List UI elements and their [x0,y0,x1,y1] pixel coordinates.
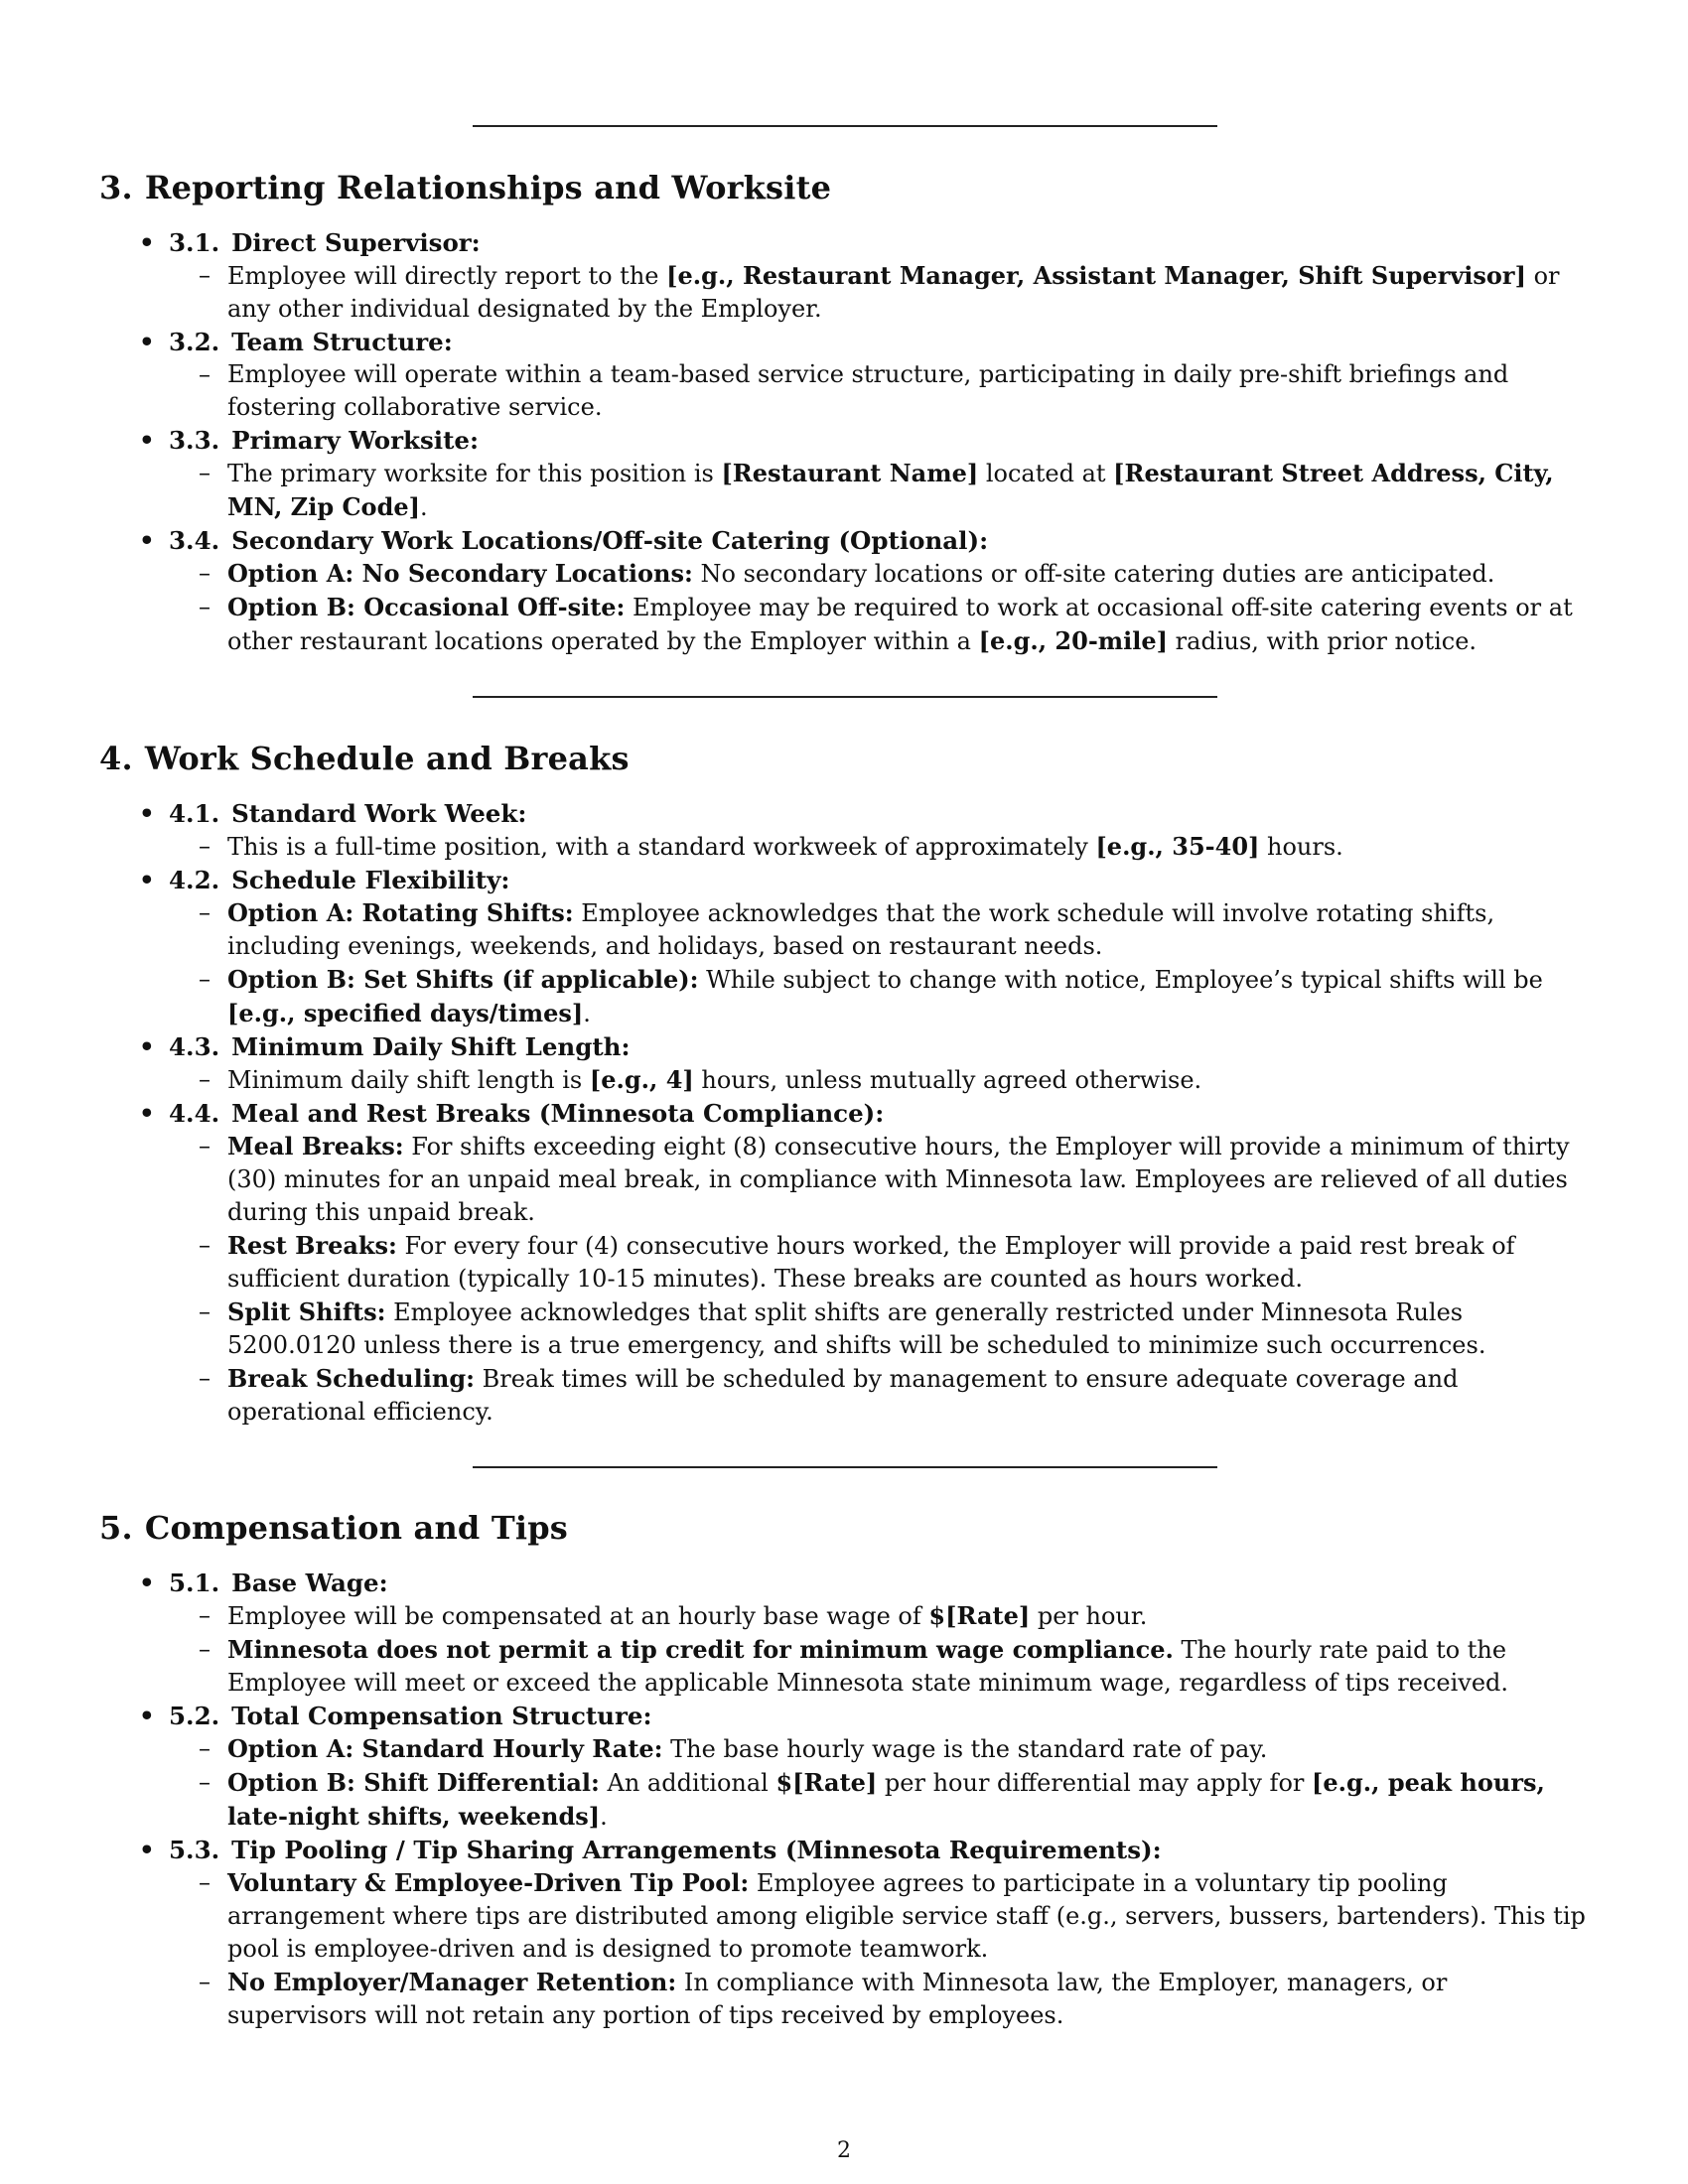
sub-item [99,457,1589,524]
sub-item-text [227,1296,1589,1362]
item-label: Standard Work Week: [231,799,527,828]
text-run: No secondary locations or off-site catering duties are anticipated. [692,560,1495,588]
text-run: . [600,1803,608,1831]
text-run: Minimum daily shift length is [227,1066,590,1094]
text-run: The base hourly wage is the standard rate of pay. [662,1735,1268,1763]
bold-text: [e.g., specified days/times] [227,999,584,1027]
item-label: Secondary Work Locations/Off-site Catering (Optional): [231,526,989,555]
dash-icon: – [199,832,211,860]
section-heading-3 [99,169,831,206]
dash-icon: – [199,1231,211,1259]
list-item [99,1567,1589,1700]
dash-icon: – [199,1297,211,1325]
sub-item-text [227,591,1589,658]
bold-text: [e.g., 20-mile] [978,626,1169,655]
bold-text: $[Rate] [775,1768,878,1797]
bold-text: [e.g., 35-40] [1095,832,1260,861]
dash-icon: – [199,1601,211,1629]
dash-icon: – [199,965,211,993]
list-item [99,797,1589,864]
dash-icon: – [199,1768,211,1796]
bullet-icon: • [139,1569,155,1597]
sub-item-text [227,963,1589,1030]
sub-item-text [227,557,1589,591]
item-heading [99,524,1589,557]
sub-item [99,830,1589,864]
sub-item [99,358,1589,424]
section-heading-5 [99,1509,568,1547]
item-number: 4.1. [169,799,220,828]
dash-icon: – [199,459,211,486]
horizontal-rule [473,696,1217,698]
section-number: 4. [99,740,133,777]
sub-item [99,1296,1589,1362]
dash-icon: – [199,1065,211,1093]
list-item [99,1097,1589,1429]
text-run: For every four (4) consecutive hours worked, the Employer will provide a paid rest break of sufficient duration (typically 10-15 minutes). These breaks are counted as hours worked. [227,1232,1515,1293]
dash-icon: – [199,1968,211,1995]
text-run: hours. [1259,833,1343,861]
horizontal-rule [473,1466,1217,1468]
sub-item-text [227,1599,1589,1633]
item-heading [99,326,1589,358]
bullet-icon: • [139,1099,155,1128]
sub-item-text [227,1966,1589,2032]
section-title: Compensation and Tips [144,1509,568,1547]
list-item [99,226,1589,326]
sub-item [99,1732,1589,1766]
bold-text: Option A: No Secondary Locations: [227,559,693,588]
text-run: located at [978,460,1114,487]
text-run: radius, with prior notice. [1168,627,1477,655]
item-heading [99,1097,1589,1130]
text-run: Employee acknowledges that split shifts are generally restricted under Minnesota Rules 5200.0120 unless there is a true emergency, and shifts will be scheduled to minimize such occurrences. [227,1298,1486,1359]
sub-item-text [227,1130,1589,1229]
text-run: or any other individual designated by the Employer. [227,262,1560,323]
item-number: 5.2. [169,1702,220,1730]
item-number: 4.3. [169,1032,220,1061]
text-run: . [583,1000,591,1027]
bold-text: No Employer/Manager Retention: [227,1968,677,1996]
bold-text: Break Scheduling: [227,1364,475,1393]
text-run: Employee will operate within a team-based service structure, participating in daily pre-shift briefings and fostering collaborative service. [227,360,1509,421]
list-item [99,524,1589,658]
item-number: 5.1. [169,1569,220,1597]
item-heading [99,864,1589,896]
sub-item [99,259,1589,326]
section-title: Work Schedule and Breaks [144,740,630,777]
bullet-icon: • [139,799,155,828]
bullet-icon: • [139,328,155,356]
item-heading [99,1567,1589,1599]
sub-item-text [227,1732,1589,1766]
bold-text: [e.g., 4] [589,1065,694,1094]
item-label: Minimum Daily Shift Length: [231,1032,631,1061]
sub-item-text [227,1766,1589,1834]
item-heading [99,424,1589,457]
text-run: In compliance with Minnesota law, the Employer, managers, or supervisors will not retain any portion of tips received by employees. [227,1969,1448,2029]
horizontal-rule [473,125,1217,127]
section-heading-4 [99,740,630,777]
text-run: While subject to change with notice, Employee’s typical shifts will be [698,966,1543,994]
bold-text: Meal Breaks: [227,1132,404,1160]
section-title: Reporting Relationships and Worksite [144,169,832,206]
bold-text: [e.g., Restaurant Manager, Assistant Manager, Shift Supervisor] [666,261,1526,290]
sub-item [99,1599,1589,1633]
item-number: 3.3. [169,426,220,455]
text-run: An additional [599,1769,776,1797]
dash-icon: – [199,1132,211,1160]
section-body-5 [99,1567,1589,2032]
bold-text: Minnesota does not permit a tip credit for minimum wage compliance. [227,1635,1174,1664]
dash-icon: – [199,898,211,926]
bullet-icon: • [139,1032,155,1061]
item-number: 5.3. [169,1836,220,1864]
text-run: per hour differential may apply for [877,1769,1312,1797]
sub-item-text [227,358,1589,424]
list-item [99,1700,1589,1834]
bold-text: Rest Breaks: [227,1231,397,1260]
sub-item [99,1633,1589,1700]
sub-item [99,963,1589,1030]
list-item [99,864,1589,1030]
bullet-icon: • [139,526,155,555]
item-heading [99,1834,1589,1866]
item-label: Team Structure: [231,328,453,356]
sub-item-text [227,1633,1589,1700]
dash-icon: – [199,593,211,620]
bold-text: [e.g., peak hours, late-night shifts, weekends] [227,1768,1545,1831]
sub-item [99,1966,1589,2032]
sub-item-text [227,1362,1589,1429]
text-run: The hourly rate paid to the Employee will meet or exceed the applicable Minnesota state minimum wage, regardless of tips received. [227,1636,1509,1697]
item-heading [99,1030,1589,1063]
bold-text: Voluntary & Employee-Driven Tip Pool: [227,1868,750,1897]
dash-icon: – [199,1635,211,1663]
text-run: . [419,493,428,521]
sub-item [99,1866,1589,1966]
bold-text: Split Shifts: [227,1297,386,1326]
item-heading [99,226,1589,259]
bold-text: [Restaurant Name] [721,459,979,487]
sub-item-text [227,1063,1589,1097]
bullet-icon: • [139,866,155,894]
item-number: 4.4. [169,1099,220,1128]
sub-item [99,1063,1589,1097]
bold-text: $[Rate] [928,1601,1031,1630]
text-run: This is a full-time position, with a standard workweek of approximately [227,833,1096,861]
text-run: For shifts exceeding eight (8) consecutive hours, the Employer will provide a minimum of thirty (30) minutes for an unpaid meal break, in compliance with Minnesota law. Employees are relieved of all duties during this unpaid break. [227,1133,1570,1226]
bold-text: Option B: Occasional Off-site: [227,593,626,621]
text-run: Break times will be scheduled by management to ensure adequate coverage and operational efficiency. [227,1365,1459,1426]
dash-icon: – [199,261,211,289]
sub-item [99,557,1589,591]
item-number: 3.4. [169,526,220,555]
item-number: 3.1. [169,228,220,257]
page-number: 2 [837,2138,851,2163]
text-run: hours, unless mutually agreed otherwise. [693,1066,1202,1094]
text-run: Employee will directly report to the [227,262,667,290]
list-item [99,424,1589,524]
section-number: 5. [99,1509,133,1547]
item-label: Tip Pooling / Tip Sharing Arrangements (Minnesota Requirements): [231,1836,1162,1864]
text-run: Employee agrees to participate in a voluntary tip pooling arrangement where tips are distributed among eligible service staff (e.g., servers, bussers, bartenders). This tip pool is employee-driven and is designed to promote teamwork. [227,1869,1586,1963]
item-label: Schedule Flexibility: [231,866,510,894]
item-heading [99,797,1589,830]
dash-icon: – [199,559,211,587]
sub-item [99,1766,1589,1834]
sub-item-text [227,259,1589,326]
section-body-3 [99,226,1589,658]
sub-item-text [227,896,1589,963]
bullet-icon: • [139,426,155,455]
item-label: Total Compensation Structure: [231,1702,652,1730]
sub-item-text [227,830,1589,864]
sub-item [99,1130,1589,1229]
bold-text: [Restaurant Street Address, City, MN, Zip Code] [227,459,1554,521]
list-item [99,326,1589,424]
text-run: per hour. [1030,1602,1148,1630]
dash-icon: – [199,1364,211,1392]
item-label: Base Wage: [231,1569,388,1597]
bold-text: Option A: Rotating Shifts: [227,898,574,927]
item-label: Meal and Rest Breaks (Minnesota Compliance): [231,1099,885,1128]
sub-item [99,1229,1589,1296]
sub-item-text [227,1229,1589,1296]
section-body-4 [99,797,1589,1429]
bullet-icon: • [139,1702,155,1730]
text-run: Employee may be required to work at occasional off-site catering events or at other restaurant locations operated by the Employer within a [227,594,1573,655]
list-item [99,1030,1589,1097]
sub-item-text [227,457,1589,524]
dash-icon: – [199,1734,211,1762]
bold-text: Option B: Shift Differential: [227,1768,600,1797]
list-item [99,1834,1589,2032]
text-run: Employee acknowledges that the work schedule will involve rotating shifts, including evenings, weekends, and holidays, based on restaurant needs. [227,899,1495,960]
section-number: 3. [99,169,133,206]
text-run: The primary worksite for this position is [227,460,722,487]
bold-text: Option A: Standard Hourly Rate: [227,1734,663,1763]
sub-item [99,591,1589,658]
item-number: 3.2. [169,328,220,356]
sub-item [99,1362,1589,1429]
text-run: Employee will be compensated at an hourly base wage of [227,1602,929,1630]
dash-icon: – [199,1868,211,1896]
bullet-icon: • [139,1836,155,1864]
item-number: 4.2. [169,866,220,894]
item-label: Primary Worksite: [231,426,480,455]
sub-item [99,896,1589,963]
item-label: Direct Supervisor: [231,228,481,257]
sub-item-text [227,1866,1589,1966]
bullet-icon: • [139,228,155,257]
bold-text: Option B: Set Shifts (if applicable): [227,965,699,994]
item-heading [99,1700,1589,1732]
dash-icon: – [199,360,211,388]
